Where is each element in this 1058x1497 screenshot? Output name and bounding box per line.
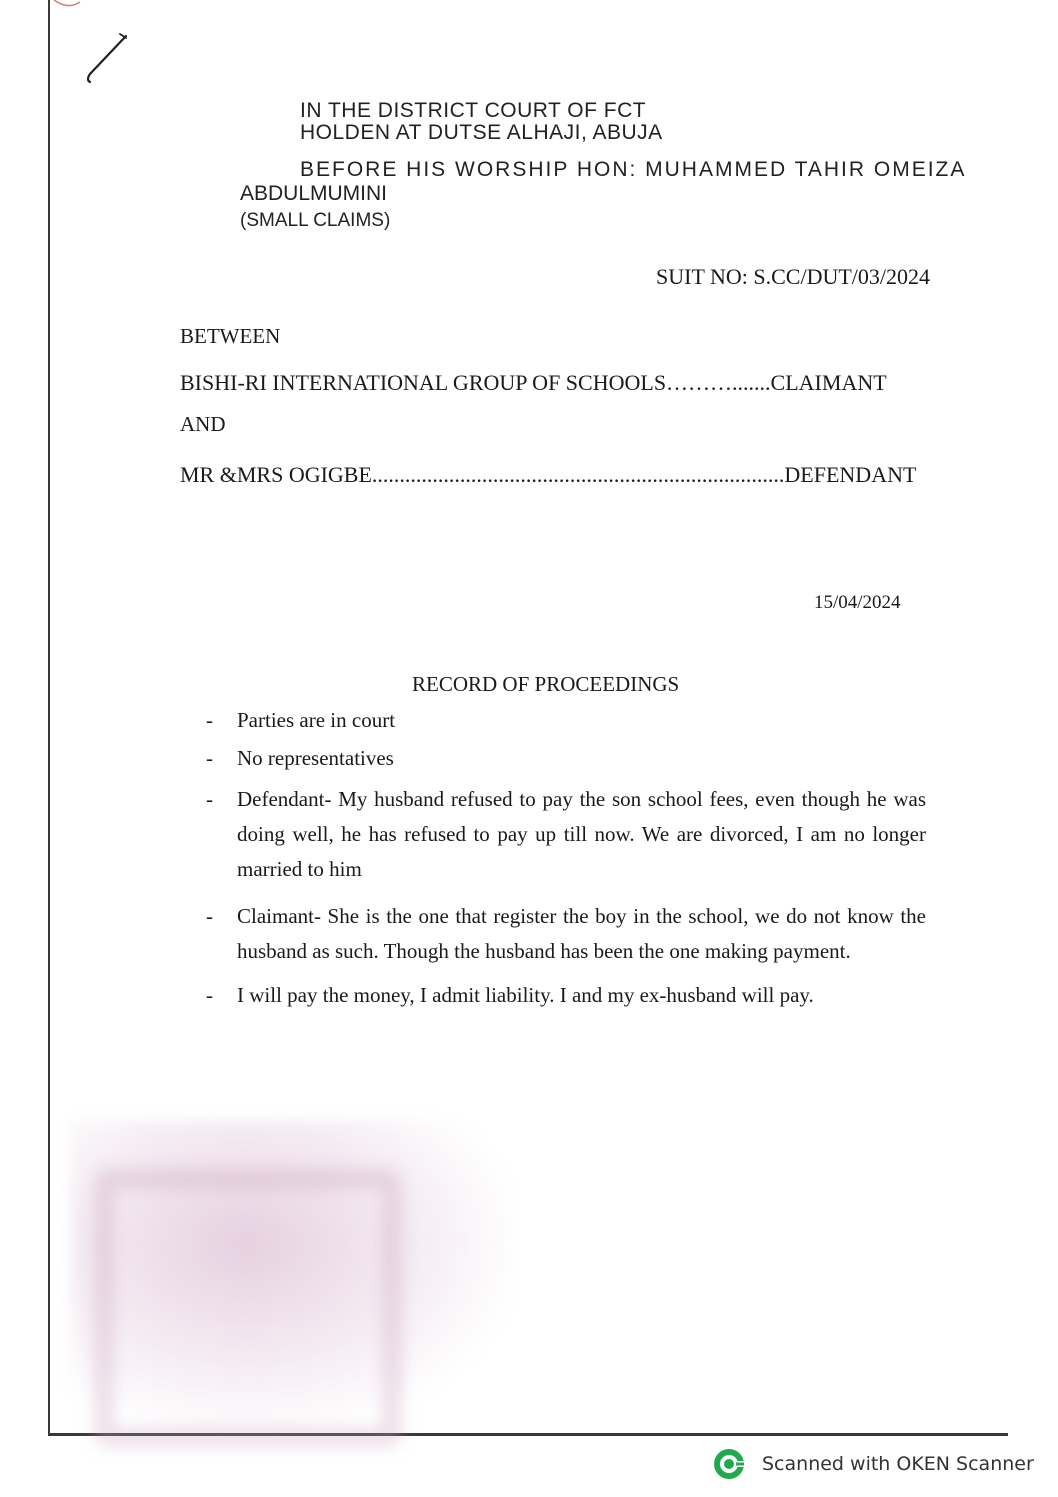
court-name: IN THE DISTRICT COURT OF FCT (300, 99, 647, 122)
suit-number: SUIT NO: S.CC/DUT/03/2024 (656, 264, 931, 289)
bullet-dash: - (206, 746, 213, 770)
item-text: Parties are in court (237, 708, 396, 732)
scanner-watermark (712, 1447, 1034, 1481)
list-item (206, 706, 926, 734)
proceedings-date: 15/04/2024 (814, 592, 901, 613)
presiding-judge-surname: ABDULMUMINI (240, 182, 388, 205)
item-text: I will pay the money, I admit liability. I and my ex-husband will pay. (237, 983, 814, 1007)
and-label: AND (180, 412, 226, 436)
between-label: BETWEEN (180, 324, 281, 348)
corner-pen-mark (40, 0, 100, 14)
defendant-line: MR &MRS OGIGBE...........................................................................DEFENDANT (180, 462, 917, 487)
claimant-line: BISHI-RI INTERNATIONAL GROUP OF SCHOOLS……….......CLAIMANT (180, 370, 887, 395)
bullet-dash: - (206, 708, 213, 732)
court-division: (SMALL CLAIMS) (240, 210, 391, 231)
list-item (206, 782, 926, 887)
item-text: Defendant- My husband refused to pay the son school fees, even though he was doing well, he has refused to pay up till now. We are divorced, I am no longer married to him (237, 787, 926, 881)
item-text: Claimant- She is the one that register the boy in the school, we do not know the husband as such. Though the husband has been the one making payment. (237, 904, 926, 963)
list-item (206, 899, 926, 969)
bullet-dash: - (206, 787, 213, 811)
scanner-label: Scanned with OKEN Scanner (762, 1453, 1034, 1475)
presiding-judge: BEFORE HIS WORSHIP HON: MUHAMMED TAHIR OMEIZA (300, 158, 967, 181)
record-title: RECORD OF PROCEEDINGS (412, 672, 680, 696)
bullet-dash: - (206, 904, 213, 928)
bullet-dash: - (206, 983, 213, 1007)
proceedings-list (206, 706, 926, 1019)
oken-scanner-icon (712, 1447, 746, 1481)
list-item (206, 744, 926, 772)
list-item (206, 981, 926, 1009)
pen-stroke-mark (80, 30, 140, 90)
page-left-border (48, 0, 50, 1435)
item-text: No representatives (237, 746, 394, 770)
court-header (300, 100, 663, 144)
redacted-stamp-area (95, 1170, 401, 1446)
court-location: HOLDEN AT DUTSE ALHAJI, ABUJA (300, 121, 663, 144)
